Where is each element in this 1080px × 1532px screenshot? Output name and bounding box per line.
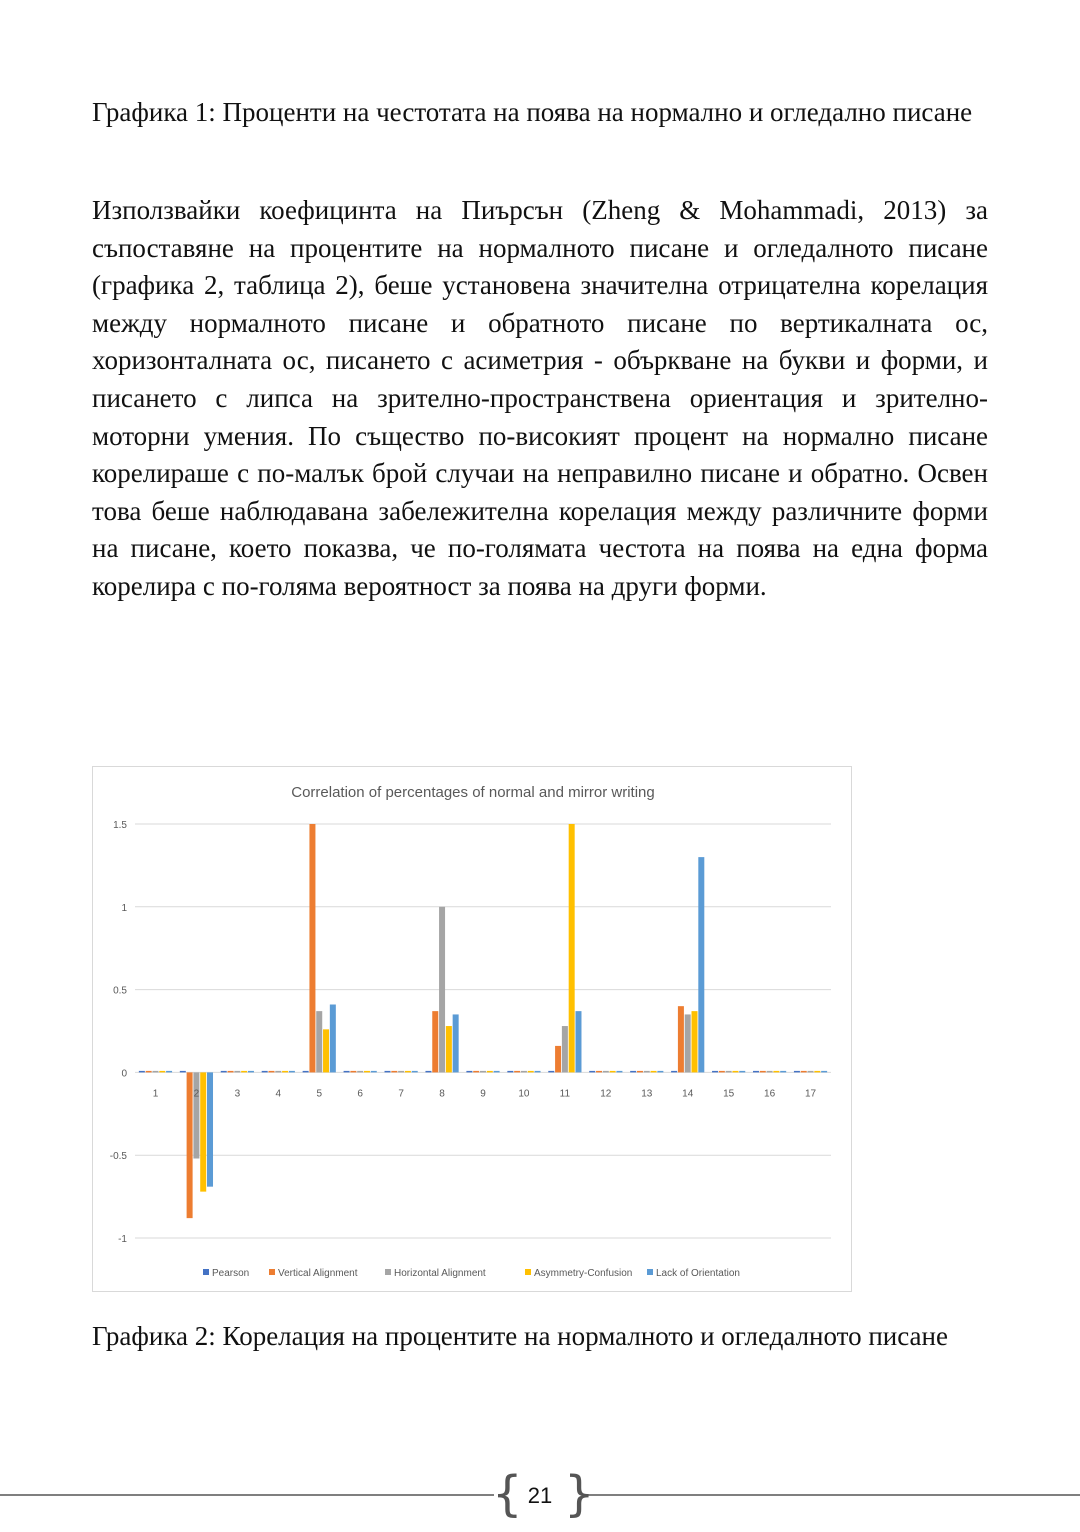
bar <box>767 1071 773 1073</box>
bar <box>678 1006 684 1072</box>
bar <box>146 1071 152 1073</box>
bar <box>548 1071 554 1073</box>
x-tick-label: 13 <box>641 1088 653 1100</box>
bar <box>391 1071 397 1073</box>
bar <box>514 1071 520 1073</box>
bar <box>344 1071 350 1073</box>
bar <box>357 1071 363 1073</box>
bar <box>405 1071 411 1073</box>
bar <box>180 1071 186 1073</box>
bar <box>637 1071 643 1073</box>
legend-item <box>525 1268 632 1279</box>
bar <box>439 907 445 1073</box>
x-tick-label: 15 <box>723 1088 735 1100</box>
bar <box>193 1072 199 1158</box>
bar <box>350 1071 356 1073</box>
x-tick-label: 2 <box>193 1088 200 1100</box>
bar <box>303 1071 309 1073</box>
bar <box>275 1071 281 1073</box>
x-tick-label: 5 <box>316 1088 323 1100</box>
bar <box>528 1071 534 1073</box>
bar <box>234 1071 240 1073</box>
bar <box>726 1071 732 1073</box>
bar <box>814 1071 820 1073</box>
bars <box>139 824 827 1218</box>
bar <box>616 1071 622 1073</box>
bar <box>289 1071 295 1073</box>
bar <box>575 1011 581 1072</box>
y-axis-ticks <box>110 820 128 1245</box>
bar <box>780 1071 786 1073</box>
legend-item <box>203 1268 249 1279</box>
bar <box>569 824 575 1072</box>
x-tick-label: 14 <box>682 1088 694 1100</box>
bar <box>685 1014 691 1072</box>
bar <box>671 1071 677 1073</box>
bar <box>760 1071 766 1073</box>
x-tick-label: 4 <box>275 1088 282 1100</box>
bar <box>657 1071 663 1073</box>
bar <box>187 1072 193 1218</box>
bar <box>309 824 315 1072</box>
bar <box>453 1014 459 1072</box>
bar <box>555 1046 561 1072</box>
bar <box>248 1071 254 1073</box>
x-tick-label: 10 <box>518 1088 530 1100</box>
bar <box>200 1072 206 1191</box>
legend-item <box>269 1268 358 1279</box>
bar <box>610 1071 616 1073</box>
legend-swatch <box>525 1269 531 1275</box>
legend-label: Horizontal Alignment <box>394 1268 486 1279</box>
legend-label: Vertical Alignment <box>278 1268 358 1279</box>
bar <box>398 1071 404 1073</box>
bar <box>385 1071 391 1073</box>
legend <box>203 1268 740 1279</box>
legend-item <box>385 1268 486 1279</box>
bar <box>821 1071 827 1073</box>
bar <box>152 1071 158 1073</box>
bar <box>268 1071 274 1073</box>
bar <box>753 1071 759 1073</box>
bar <box>316 1011 322 1072</box>
bar <box>207 1072 213 1186</box>
bar <box>692 1011 698 1072</box>
bar <box>241 1071 247 1073</box>
bar <box>535 1071 541 1073</box>
bar <box>466 1071 472 1073</box>
x-tick-label: 17 <box>804 1088 817 1100</box>
bar <box>644 1071 650 1073</box>
x-tick-label: 1 <box>152 1088 159 1100</box>
y-tick-label: -0.5 <box>109 1151 127 1163</box>
y-tick-label: 0.5 <box>113 985 127 997</box>
x-tick-label: 3 <box>234 1088 241 1100</box>
body-paragraph: Използвайки коефицинта на Пиърсън (Zheng & Mohammadi, 2013) за съпоставяне на процентите на нормалното писане и огледалното писане (графика 2, таблица 2), беше установена значителна отрицателна корелация между нормалното писане и обратното писане по вертикалната ос, хоризонталната ос, писането с асиметрия - объркване на букви и форми, и писането с липса на зрително-пространствена ориентация и зрително-моторни умения. По същество по-високият процент на нормално писане корелираше с по-малък брой случаи на неправилно писане и обратно. Освен това беше наблюдавана забележителна корелация между различните форми на писане, което показва, че по-голямата честота на поява на една форма корелира с по-голяма вероятност за поява на други форми. <box>92 195 988 601</box>
bar-chart <box>93 767 853 1293</box>
bar <box>698 857 704 1072</box>
bar <box>596 1071 602 1073</box>
bar <box>139 1071 145 1073</box>
graph2-caption: Графика 2: Корелация на процентите на нормалното и огледалното писане <box>92 1321 948 1351</box>
x-tick-label: 9 <box>480 1088 486 1100</box>
bar <box>262 1071 268 1073</box>
x-tick-label: 7 <box>398 1088 404 1100</box>
bar <box>412 1071 418 1073</box>
chart-container <box>92 766 852 1292</box>
x-axis-ticks <box>153 1088 817 1099</box>
bar <box>603 1071 609 1073</box>
bar <box>719 1071 725 1073</box>
chart-title: Correlation of percentages of normal and mirror writing <box>291 784 655 801</box>
legend-swatch <box>385 1269 391 1275</box>
bar <box>630 1071 636 1073</box>
bar <box>494 1071 500 1073</box>
bar <box>712 1071 718 1073</box>
bar <box>166 1071 172 1073</box>
bar <box>323 1029 329 1072</box>
bar <box>562 1026 568 1072</box>
legend-swatch <box>647 1269 653 1275</box>
bar <box>473 1071 479 1073</box>
bar <box>773 1071 779 1073</box>
y-tick-label: 1 <box>121 902 127 914</box>
legend-label: Pearson <box>212 1268 250 1279</box>
bar <box>221 1071 227 1073</box>
bar <box>521 1071 527 1073</box>
bar <box>425 1071 431 1073</box>
bar <box>808 1071 814 1073</box>
y-tick-label: 0 <box>121 1068 127 1080</box>
bar <box>330 1005 336 1073</box>
bar <box>732 1071 738 1073</box>
y-tick-label: -1 <box>118 1234 127 1245</box>
bar <box>159 1071 165 1073</box>
bar <box>651 1071 657 1073</box>
bar <box>446 1026 452 1072</box>
x-tick-label: 12 <box>600 1088 612 1100</box>
bar <box>739 1071 745 1073</box>
bar <box>364 1071 370 1073</box>
graph1-caption: Графика 1: Проценти на честотата на поява на нормално и огледално писане <box>92 97 973 127</box>
bar <box>507 1071 513 1073</box>
bar <box>794 1071 800 1073</box>
legend-label: Asymmetry-Confusion <box>534 1268 633 1279</box>
legend-item <box>647 1268 740 1279</box>
page-number: 21 <box>527 1483 553 1508</box>
footer-rule-right <box>586 1494 1080 1496</box>
x-tick-label: 6 <box>357 1088 363 1100</box>
legend-label: Lack of Orientation <box>656 1268 740 1279</box>
gridlines <box>135 824 831 1238</box>
x-tick-label: 11 <box>559 1088 571 1100</box>
right-brace-icon: } <box>564 1466 595 1522</box>
bar <box>432 1011 438 1072</box>
y-tick-label: 1.5 <box>113 820 127 831</box>
legend-swatch <box>203 1269 209 1275</box>
legend-swatch <box>269 1269 275 1275</box>
x-tick-label: 8 <box>439 1088 445 1100</box>
footer-rule-left <box>0 1494 494 1496</box>
x-tick-label: 16 <box>764 1088 776 1100</box>
left-brace-icon: { <box>492 1466 523 1522</box>
bar <box>487 1071 493 1073</box>
bar <box>480 1071 486 1073</box>
bar <box>228 1071 234 1073</box>
bar <box>282 1071 288 1073</box>
bar <box>371 1071 377 1073</box>
bar <box>589 1071 595 1073</box>
bar <box>801 1071 807 1073</box>
